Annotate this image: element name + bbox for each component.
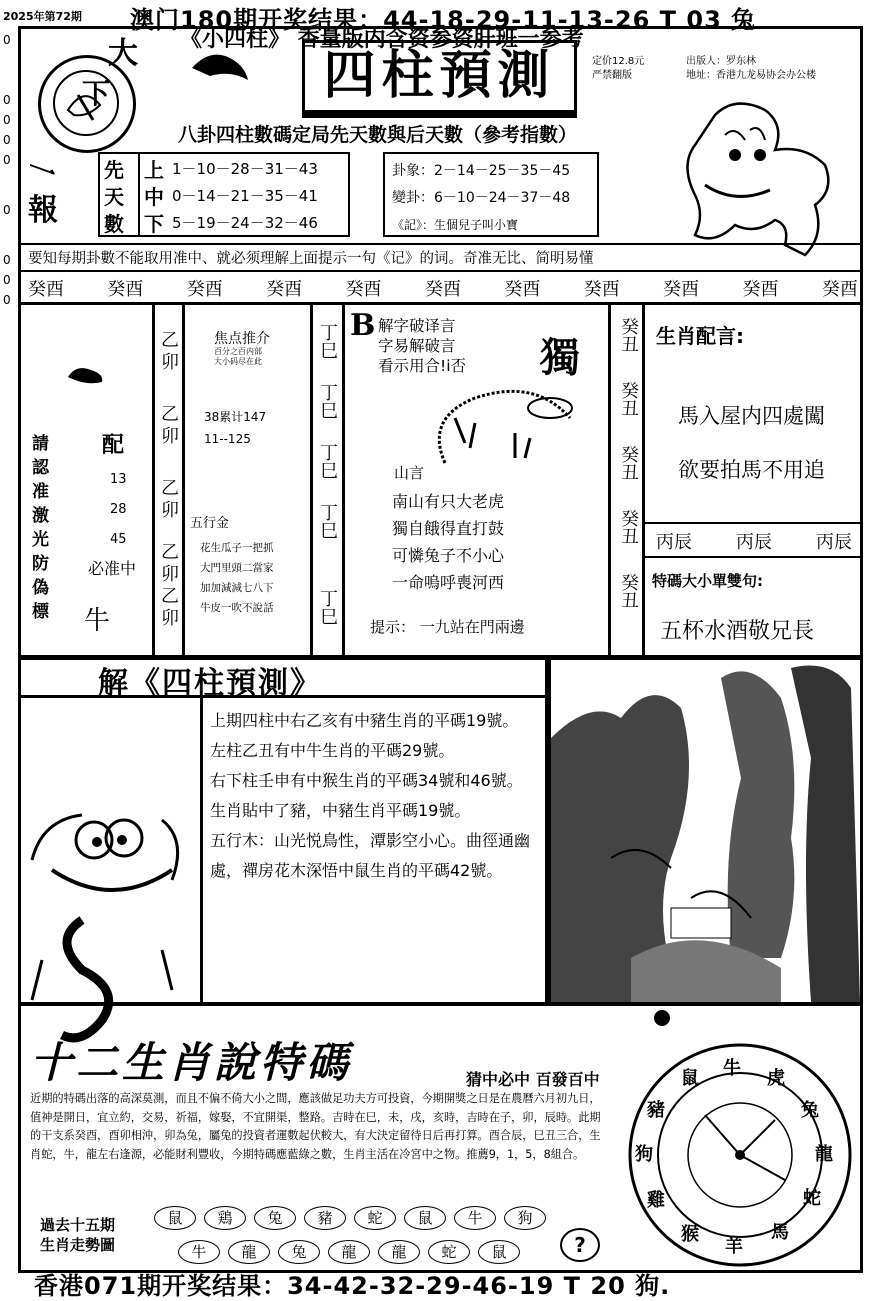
dingsi-cell: 丁巳 xyxy=(317,383,338,419)
trend-cell: 鶏 xyxy=(204,1206,246,1230)
trend-cell: 牛 xyxy=(454,1206,496,1230)
notice-line-bottom xyxy=(18,270,863,272)
yimao-char: 乙 xyxy=(161,478,179,499)
dingsi-cell: 丁巳 xyxy=(317,443,338,479)
left-margin-marks xyxy=(3,30,15,310)
xian-row xyxy=(104,209,318,236)
ganzhi-cell: 癸酉 xyxy=(504,279,541,300)
ganzhi-cell: 癸酉 xyxy=(107,279,144,300)
trend-cell: 蛇 xyxy=(428,1240,470,1264)
trend-cell: 豬 xyxy=(304,1206,346,1230)
guaxiang: 卦象：2－14－25－35－45 xyxy=(392,163,571,179)
dingsi-cell: 丁巳 xyxy=(317,503,338,539)
margin-mark: 0 xyxy=(3,153,11,167)
poem-line: 牛皮一吹不說話 xyxy=(200,602,274,614)
col-sep xyxy=(152,305,155,655)
ganzhi-cell: 癸酉 xyxy=(28,279,64,300)
deco-char: 報 xyxy=(28,193,58,228)
guichou-cell: 癸丑 xyxy=(618,509,639,545)
bingchen-cell: 丙辰 xyxy=(736,532,772,553)
xian-row xyxy=(104,155,318,182)
ganzhi-cell: 癸酉 xyxy=(424,279,461,300)
arc-illustration xyxy=(415,378,595,473)
jie-para: 五行木：山光悦鳥性，潭影空小心。曲徑通幽處，禪房花木深悟中鼠生肖的平碼42號。 xyxy=(210,831,531,880)
zodiac-line2: 欲要拍馬不用追 xyxy=(678,458,825,482)
focus-title: 焦点推介 xyxy=(214,331,270,347)
riddle-poem-line: 一命嗚呼喪河西 xyxy=(392,573,505,592)
ganzhi-cell: 癸酉 xyxy=(742,279,779,300)
xian-col1: 數 xyxy=(104,212,124,236)
riddle-line: 解字破译言 xyxy=(378,317,456,335)
rabbit-sketch xyxy=(66,362,106,387)
pei-numbers xyxy=(110,465,127,555)
wheel-label: 虎 xyxy=(767,1068,785,1089)
wheel-label: 牛 xyxy=(723,1058,741,1079)
jie-title: 解《四柱預測》 xyxy=(98,666,322,701)
ganzhi-line xyxy=(18,302,863,305)
slogan-char: 防 xyxy=(32,554,49,574)
yimao-char: 卯 xyxy=(161,500,179,521)
poem-line: 加加減減七八下 xyxy=(200,582,274,594)
yimao-char: 乙 xyxy=(161,404,179,425)
riddle-poem-line: 可憐兔子不小心 xyxy=(392,546,505,565)
yimao-column xyxy=(158,330,182,630)
wheel-label: 鼠 xyxy=(681,1068,699,1089)
xian-col1: 天 xyxy=(104,185,124,209)
riddle-poem-line: 南山有只大老虎 xyxy=(392,492,505,511)
trend-cell: 兔 xyxy=(278,1240,320,1264)
slogan-char: 認 xyxy=(32,458,49,478)
trend-cell: 鼠 xyxy=(478,1240,520,1264)
landscape-painting xyxy=(551,658,860,1002)
slogan-char: 激 xyxy=(32,506,49,526)
dingsi-column xyxy=(316,318,340,630)
xian-row xyxy=(104,182,318,209)
margin-mark: 0 xyxy=(3,33,11,47)
address-line xyxy=(686,66,816,81)
wheel-label: 猴 xyxy=(681,1224,699,1245)
deco-char: 一 xyxy=(22,151,61,192)
issue-label: 2025年第72期 xyxy=(3,10,82,23)
trend-cell: 鼠 xyxy=(154,1206,196,1230)
trend-cell: 牛 xyxy=(178,1240,220,1264)
niu-char: 牛 xyxy=(84,606,111,636)
margin-mark: 0 xyxy=(3,133,11,147)
focus-sub1: 百分之百内部 xyxy=(214,347,262,356)
focus-line1: 38累计147 xyxy=(204,410,267,424)
riddle-line: 字易解破言 xyxy=(378,337,456,355)
xian-col2: 上 xyxy=(144,158,164,182)
riddle-poem xyxy=(392,488,504,596)
special-title: 特碼大小單雙句: xyxy=(652,572,763,590)
margin-mark: 0 xyxy=(3,253,11,267)
bingchen-top-line xyxy=(642,522,863,524)
guess-slogan: 猜中必中 百發百中 xyxy=(466,1070,600,1089)
ganzhi-cell: 癸酉 xyxy=(821,279,858,300)
subtitle: 《小四柱》 香量版内含资参资肝班一参考 xyxy=(180,27,584,52)
trend-cell: 鼠 xyxy=(404,1206,446,1230)
bizhun: 必准中 xyxy=(88,559,137,578)
gua-lines xyxy=(392,158,570,239)
jie-para: 生肖貼中了豬，中豬生肖平碼19號。 xyxy=(210,801,471,820)
jie-para: 上期四柱中右乙亥有中豬生肖的平碼19號。 xyxy=(210,711,519,730)
notice-line-top xyxy=(18,243,863,245)
margin-mark: 0 xyxy=(3,293,11,307)
zodiac-words-title: 生肖配言: xyxy=(656,324,744,348)
wheel-label: 兔 xyxy=(801,1100,819,1121)
slogan-char: 標 xyxy=(32,602,49,622)
bird-illustration xyxy=(190,48,250,88)
focus-poem xyxy=(200,538,274,618)
bingchen-bottom-line xyxy=(642,556,863,558)
page-title: 四柱預測 xyxy=(323,45,556,106)
address-label: 地址： xyxy=(686,70,716,81)
jie-paragraphs xyxy=(210,706,542,886)
guichou-cell: 癸丑 xyxy=(618,445,639,481)
pei-label: 配 xyxy=(102,432,125,458)
wheel-label: 豬 xyxy=(647,1100,665,1121)
bingchen-row xyxy=(656,528,852,554)
yimao-char: 乙 xyxy=(161,330,179,351)
question-mark: ? xyxy=(560,1228,600,1262)
ganzhi-cell: 癸酉 xyxy=(186,279,223,300)
xian-col2: 下 xyxy=(144,212,164,236)
notice: 要知每期卦數不能取用准中、就必须理解上面提示一句《记》的词。奇准无比、简明易懂 xyxy=(28,251,594,267)
col-sep xyxy=(310,305,313,655)
b-letter: B xyxy=(350,308,376,343)
trend-cell: 蛇 xyxy=(354,1206,396,1230)
pei-number: 28 xyxy=(110,502,127,517)
guichou-cell: 癸丑 xyxy=(618,317,639,353)
wheel-label: 羊 xyxy=(725,1236,743,1257)
poem-line: 花生瓜子一把抓 xyxy=(200,542,274,554)
bingchen-cell: 丙辰 xyxy=(656,532,692,553)
trend-cell: 龍 xyxy=(228,1240,270,1264)
shanyan: 山言 xyxy=(394,464,425,482)
yimao-char: 乙 xyxy=(161,586,179,607)
zodiac-line1: 馬入屋内四處闖 xyxy=(678,404,825,428)
focus-line2: 11--125 xyxy=(204,432,251,446)
margin-mark: 0 xyxy=(3,203,11,217)
wheel-label: 龍 xyxy=(815,1144,833,1165)
xian-col2: 中 xyxy=(144,185,164,209)
ganzhi-cell: 癸酉 xyxy=(345,279,382,300)
xian-nums: 5－19－24－32－46 xyxy=(172,214,318,232)
poem-line: 大門里頭二當家 xyxy=(200,562,274,574)
riddle-lines xyxy=(378,316,466,376)
biangua: 變卦：6－10－24－37－48 xyxy=(392,190,571,206)
wheel-label: 馬 xyxy=(771,1222,789,1243)
trend-cell: 兔 xyxy=(254,1206,296,1230)
publisher-name: 罗东林 xyxy=(726,56,756,67)
yimao-char: 卯 xyxy=(161,426,179,447)
rights: 严禁翻版 xyxy=(592,70,632,81)
wheel-label: 蛇 xyxy=(803,1188,821,1209)
riddle-line: 看示用合!i否 xyxy=(378,357,467,375)
guichou-cell: 癸丑 xyxy=(618,381,639,417)
trend-row2 xyxy=(178,1240,578,1266)
guichou-column xyxy=(614,312,642,614)
top-banner: 澳门180期开奖结果：44-18-29-11-13-26 T 03 兔 xyxy=(130,6,757,34)
address-text: 香港九龙易协会办公楼 xyxy=(716,70,816,81)
wheel-label: 雞 xyxy=(647,1190,665,1211)
col-sep xyxy=(608,305,611,655)
deco-char: 下 xyxy=(82,77,111,110)
dingsi-cell: 丁巳 xyxy=(317,589,338,625)
pei-number: 45 xyxy=(110,532,127,547)
riddle-poem-line: 獨自餓得直打鼓 xyxy=(392,519,505,538)
yimao-char: 卯 xyxy=(161,352,179,373)
ganzhi-cell: 癸酉 xyxy=(663,279,700,300)
margin-mark: 0 xyxy=(3,93,11,107)
focus-sub2: 大小码尽在此 xyxy=(214,357,262,366)
pei-number: 13 xyxy=(110,472,127,487)
title-underline xyxy=(302,110,577,116)
ganzhi-cell: 癸酉 xyxy=(583,279,620,300)
jie-para: 左柱乙丑有中牛生肖的平碼29號。 xyxy=(210,741,455,760)
xian-col1: 先 xyxy=(104,158,124,182)
trend-label1: 過去十五期 xyxy=(40,1216,116,1234)
slogan-char: 請 xyxy=(32,434,49,454)
special-verse: 五杯水酒敬兄長 xyxy=(660,619,815,644)
margin-mark: 0 xyxy=(3,113,11,127)
dingsi-cell: 丁巳 xyxy=(317,323,338,359)
slogan-char: 准 xyxy=(32,482,49,502)
gua-ji: 《記》：生個兒子叫小寶 xyxy=(392,218,519,232)
deco-char: 大 xyxy=(108,36,138,71)
trend-row1 xyxy=(154,1206,554,1232)
wheel-label: 狗 xyxy=(635,1144,653,1165)
wheel-labels xyxy=(625,1040,855,1270)
wuxing-label: 五行金 xyxy=(190,516,230,531)
ganzhi-row xyxy=(28,275,858,301)
yimao-char: 卯 xyxy=(161,564,179,585)
title-box xyxy=(302,40,577,118)
jie-para: 右下柱壬申有中猴生肖的平碼34號和46號。 xyxy=(210,771,523,790)
trend-label2: 生肖走勢圖 xyxy=(40,1236,116,1254)
lion-illustration xyxy=(675,95,850,265)
headline: 八卦四柱數碼定局先天數與后天數（參考指數） xyxy=(178,124,578,146)
footer-result: 香港071期开奖结果：34-42-32-29-46-19 T 20 狗. xyxy=(34,1272,671,1300)
yimao-char: 乙 xyxy=(161,542,179,563)
shengxiao-title: 十二生肖說特碼 xyxy=(30,1038,353,1087)
price: 定价12.8元 xyxy=(592,56,645,67)
slogan-vertical xyxy=(32,432,52,624)
col-sep xyxy=(342,305,345,655)
guichou-cell: 癸丑 xyxy=(618,573,639,609)
yimao-char: 卯 xyxy=(161,608,179,629)
shengxiao-body: 近期的特碼出落的高深莫測，而且不偏不倚大小之間，應該做足功夫方可投資，今期開獎之日是在農曆六月初九日，值神是開日，宜立約，交易，祈福，嫁娶，不宜開渠，整路。吉時在巳，未，戌，亥時，吉時在子，卯，辰時。此期的干支系癸酉，酉卯相沖，卯為兔，屬兔的投資者運數起伏較大，有大決定留待日后再打算。酉合辰，巳丑三合，生肖蛇，牛，龍左右逢源，必能財利豐收，今期特碼應藍綠之數，生肖主活在冷宮中之物。推薦9，1，5，8組合。 xyxy=(30,1092,601,1161)
xian-nums: 1－10－28－31－43 xyxy=(172,160,318,178)
col-sep xyxy=(182,305,185,655)
xian-rows xyxy=(104,155,318,236)
bingchen-cell: 丙辰 xyxy=(816,532,852,553)
du-char: 獨 xyxy=(540,334,580,381)
publisher-line xyxy=(686,52,756,67)
slogan-char: 光 xyxy=(32,530,49,550)
col-sep xyxy=(642,305,645,655)
ganzhi-cell: 癸酉 xyxy=(266,279,303,300)
publisher-label: 出版人： xyxy=(686,56,726,67)
margin-mark: 0 xyxy=(3,273,11,287)
slogan-char: 偽 xyxy=(32,578,49,598)
trend-cell: 龍 xyxy=(378,1240,420,1264)
trend-cell: 狗 xyxy=(504,1206,546,1230)
wheel-dot xyxy=(654,1010,670,1026)
trend-cell: 龍 xyxy=(328,1240,370,1264)
xian-nums: 0－14－21－35－41 xyxy=(172,187,318,205)
riddle-tip: 提示： 一九站在門兩邊 xyxy=(370,618,525,636)
